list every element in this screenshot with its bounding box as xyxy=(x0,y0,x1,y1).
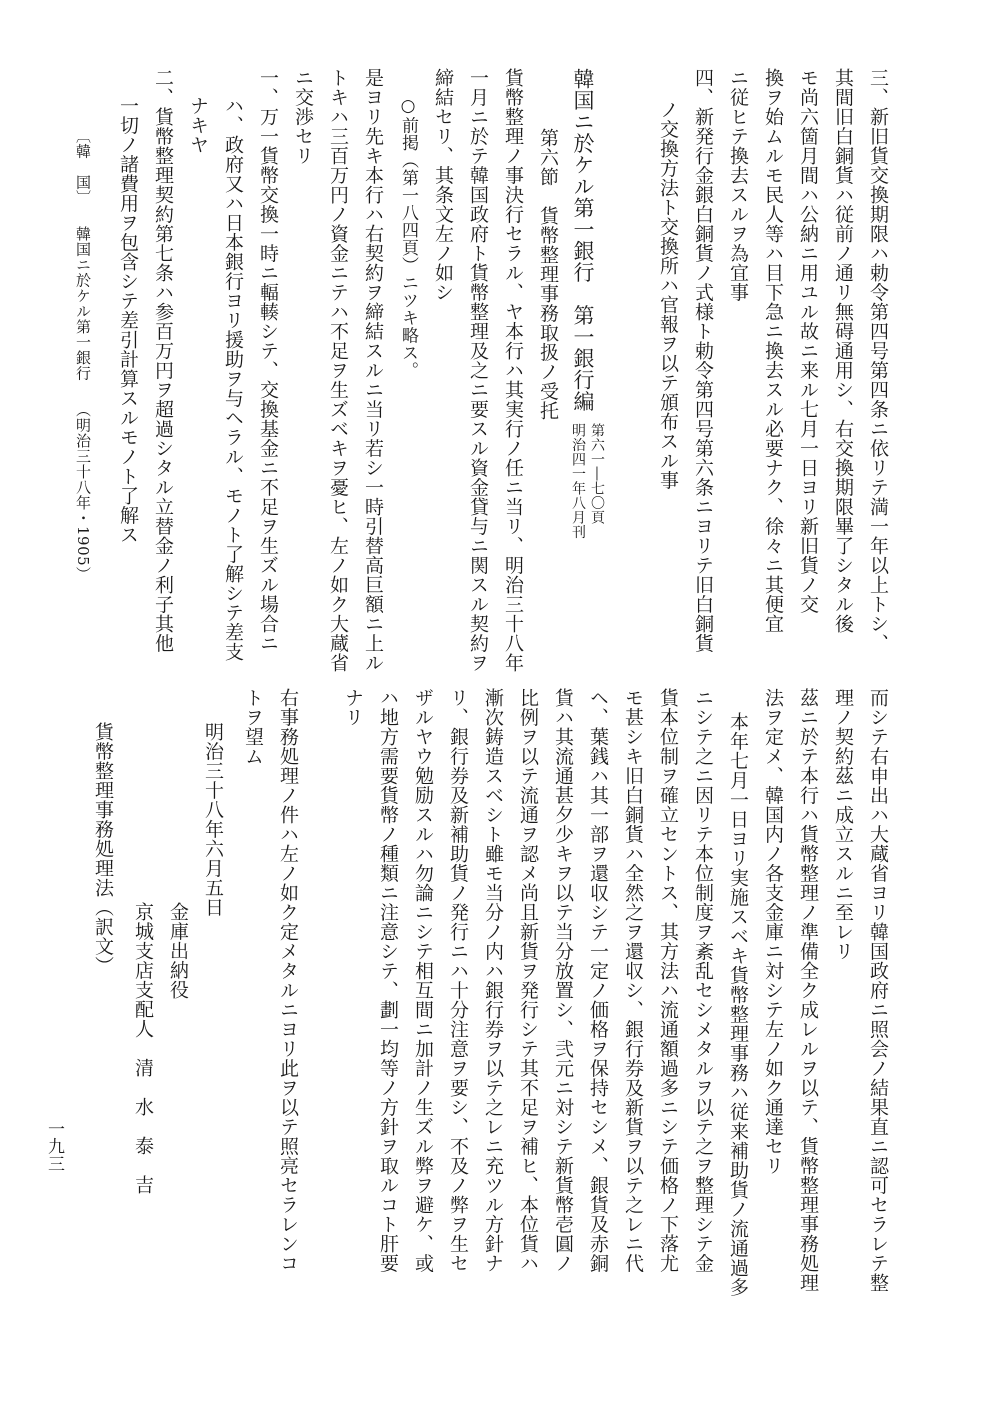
text-column: 而シテ右申出ハ大蔵省ヨリ韓国政府ニ照会ノ結果直ニ認可セラレテ整 xyxy=(867,688,889,1293)
text-column: トキハ三百万円ノ資金ニテハ不足ヲ生ズベキヲ憂ヒ、左ノ如ク大蔵省 xyxy=(327,68,349,673)
text-column: ノ交換方法ト交換所ハ官報ヲ以テ頒布スル事 xyxy=(657,100,679,490)
text-column: 貨ハ其流通甚夕少キヲ以テ当分放置シ、弐元ニ対シテ新貨幣壱圓ノ xyxy=(552,688,574,1273)
text-column: 一切ノ諸費用ヲ包含シテ差引計算スルモノト了解ス xyxy=(117,96,139,545)
footer-date: （明治三十八年・1905） xyxy=(74,402,92,582)
text-column: 本年七月一日ヨリ実施スベキ貨幣整理事務ハ従来補助貨ノ流通過多 xyxy=(727,712,749,1297)
text-column: 理ノ契約茲ニ成立スルニ至レリ xyxy=(832,688,854,961)
text-column: ハ、政府又ハ日本銀行ヨリ援助ヲ与ヘラル、モノト了解シテ差支 xyxy=(222,96,244,662)
text-column: 茲ニ於テ本行ハ貨幣整理ノ準備全ク成レルヲ以テ、貨幣整理事務処理 xyxy=(797,688,819,1293)
subsection-title: 第六節 貨幣整理事務取扱ノ受托 xyxy=(537,128,559,421)
source-note-line2: 明治四一年八月刊 xyxy=(570,423,586,539)
signatory-name: 京城支店支配人 清 水 泰 吉 xyxy=(132,902,154,1195)
text-column: トヲ望ム xyxy=(242,688,264,766)
text-column: 比例ヲ以テ流通ヲ認メ尚且新貨ヲ発行シテ其不足ヲ補ヒ、本位貨ハ xyxy=(517,688,539,1273)
text-column: 一月ニ於テ韓国政府ト貨幣整理及之ニ要スル資金貸与ニ関スル契約ヲ xyxy=(467,68,489,673)
signatory-title: 金庫出納役 xyxy=(167,902,189,1000)
text-column: ハ地方需要貨幣ノ種類ニ注意シテ、劃一均等ノ方針ヲ取ルコト肝要 xyxy=(377,688,399,1273)
document-title: 貨幣整理事務処理法（訳文） xyxy=(92,722,114,976)
page-number: 一九三 xyxy=(44,1120,64,1173)
text-column: 一、万一貨幣交換一時ニ輻輳シテ、交換基金ニ不足ヲ生ズル場合ニ xyxy=(257,68,279,653)
text-column: ナリ xyxy=(342,688,364,727)
text-column: ニ交渉セリ xyxy=(292,68,314,166)
text-column: 漸次鋳造スベシト雖モ当分ノ内ハ銀行券ヲ以テ之レニ充ツル方針ナ xyxy=(482,688,504,1273)
text-column: 換ヲ始ムルモ民人等ハ目下急ニ換去スル必要ナク、徐々ニ其便宜 xyxy=(762,68,784,634)
text-column: 締結セリ、其条文左ノ如シ xyxy=(432,68,454,302)
text-column: 法ヲ定メ、韓国内ノ各支金庫ニ対シテ左ノ如ク通達セリ xyxy=(762,688,784,1176)
footer-title: 韓国ニ於ケル第一銀行 xyxy=(74,226,92,381)
text-column: 貨幣整理ノ事決行セラル、ヤ本行ハ其実行ノ任ニ当リ、明治三十八年 xyxy=(502,68,524,673)
text-column: 是ヨリ先キ本行ハ右契約ヲ締結スルニ当リ若シ一時引替高巨額ニ上ル xyxy=(362,68,384,673)
editor-note: ○前掲（第一八四頁）ニツキ略ス。 xyxy=(398,96,418,379)
text-column: 四、新発行金銀白銅貨ノ式様ト勅令第四号第六条ニヨリテ旧白銅貨 xyxy=(692,68,714,653)
text-column: 二、貨幣整理契約第七条ハ参百万円ヲ超過シタル立替金ノ利子其他 xyxy=(152,68,174,653)
text-column: 右事務処理ノ件ハ左ノ如ク定メタルニヨリ此ヲ以テ照亮セラレンコ xyxy=(277,688,299,1273)
text-column: モ甚シキ旧白銅貨ハ全然之ヲ還収シ、銀行券及新貨ヲ以テ之レニ代 xyxy=(622,688,644,1273)
text-column: リ、銀行券及新補助貨ノ発行ニハ十分注意ヲ要シ、不及ノ弊ヲ生セ xyxy=(447,688,469,1273)
text-column: 貨本位制ヲ確立セントス、其方法ハ流通額過多ニシテ価格ノ下落尤 xyxy=(657,688,679,1273)
text-column: ニ従ヒテ換去スルヲ為宜事 xyxy=(727,68,749,302)
footer-label: 〔韓 国〕 xyxy=(74,128,92,206)
text-column: ナキヤ xyxy=(187,96,209,155)
text-column: ザルヤウ勉励スルハ勿論ニシテ相互間ニ加計ノ生ズル弊ヲ避ケ、或 xyxy=(412,688,434,1273)
document-date: 明治三十八年六月五日 xyxy=(202,722,224,917)
text-column: ヘ、葉銭ハ其一部ヲ還収シテ一定ノ価格ヲ保持セシメ、銀貨及赤銅 xyxy=(587,688,609,1273)
text-column: 其間旧白銅貨ハ従前ノ通リ無碍通用シ、右交換期限畢了シタル後 xyxy=(832,68,854,634)
text-column: モ尚六箇月間ハ公納ニ用ユル故ニ来ル七月一日ヨリ新旧貨ノ交 xyxy=(797,68,819,614)
source-note-line1: 第六一―七〇頁 xyxy=(589,423,605,525)
text-column: ニシテ之ニ因リテ本位制度ヲ紊乱セシメタルヲ以テ之ヲ整理シテ金 xyxy=(692,688,714,1273)
text-column: 三、新旧貨交換期限ハ勅令第四号第四条ニ依リテ満一年以上トシ、 xyxy=(867,68,889,653)
section-heading: 韓国ニ於ケル第一銀行 第一銀行編 xyxy=(571,68,595,412)
